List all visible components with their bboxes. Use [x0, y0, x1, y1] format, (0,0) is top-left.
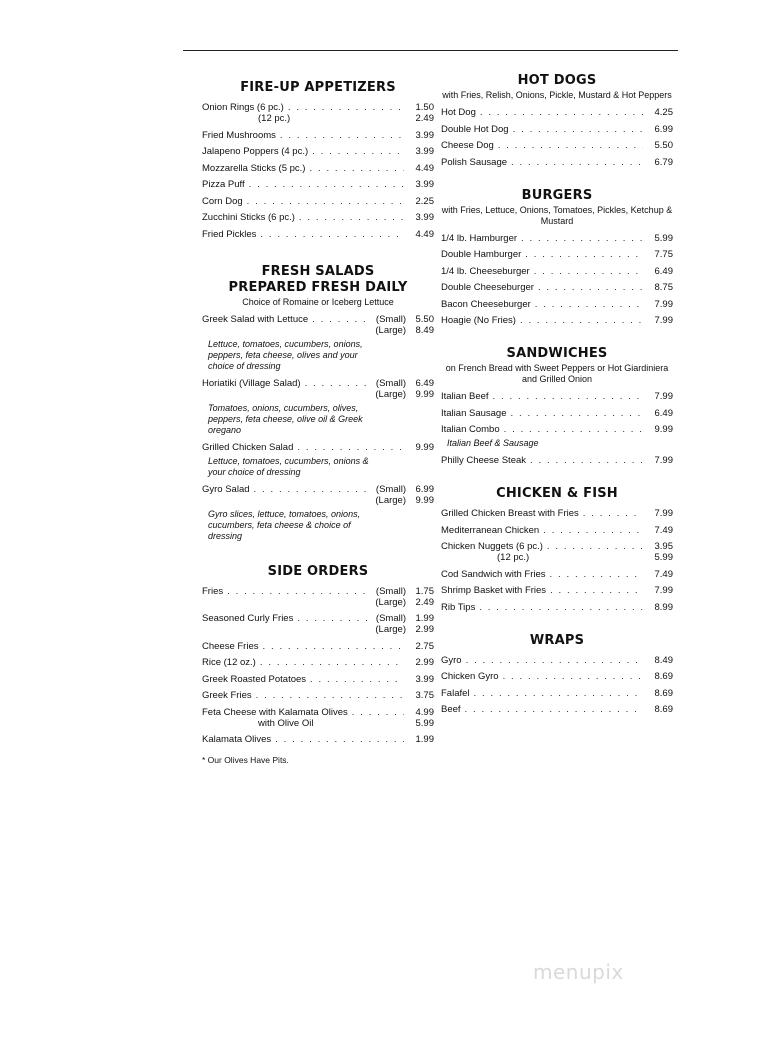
item-price: 2.49 [415, 113, 434, 124]
item-list [441, 391, 673, 466]
item-row-second [202, 624, 434, 635]
item-row [202, 484, 434, 495]
menu-column-right [441, 73, 673, 721]
dot-leader [511, 157, 643, 168]
item-extra-row [202, 113, 434, 124]
menu-item [441, 249, 673, 260]
item-price: 8.75 [654, 282, 673, 293]
item-name: Chicken Gyro [441, 671, 499, 682]
item-price: 7.49 [654, 524, 673, 536]
dot-leader [538, 282, 643, 293]
item-size: (Large) [375, 388, 406, 400]
item-row [441, 408, 673, 419]
item-row-second [202, 325, 434, 336]
item-price: 5.50 [654, 140, 673, 151]
section-subtitle: Choice of Romaine or Iceberg Lettuce [242, 296, 394, 307]
item-price: 6.49 [415, 377, 434, 389]
item-name: Grilled Chicken Salad [202, 441, 294, 453]
section-title: CHICKEN & FISH [496, 486, 618, 501]
item-row [441, 704, 673, 715]
menu-item [202, 130, 434, 141]
item-row [202, 690, 434, 701]
item-name: Italian Sausage [441, 407, 507, 419]
item-price: 4.49 [415, 228, 434, 240]
section-subtitle: on French Bread with Sweet Peppers or Hot Giardiniera and Grilled Onion [445, 363, 669, 384]
dot-leader [280, 130, 404, 141]
item-name: Seasoned Curly Fries [202, 613, 294, 624]
item-name: Cheese Dog [441, 140, 494, 151]
item-description: Gyro slices, lettuce, tomatoes, onions, cucumbers, feta cheese & choice of dressing [208, 508, 361, 541]
section-title: SANDWICHES [506, 346, 608, 361]
item-row [202, 212, 434, 223]
dot-leader [263, 641, 405, 652]
item-price: 6.99 [654, 123, 673, 135]
dot-leader [352, 707, 404, 718]
item-name: Zucchini Sticks (6 pc.) [202, 212, 295, 223]
dot-leader [534, 266, 643, 277]
item-row-second [202, 495, 434, 506]
item-description: Italian Beef & Sausage [447, 438, 539, 448]
item-name: Grilled Chicken Breast with Fries [441, 508, 579, 519]
item-price: 3.99 [415, 179, 434, 190]
menu-item [202, 734, 434, 745]
item-name: Philly Cheese Steak [441, 455, 527, 466]
item-row [202, 196, 434, 207]
menu-item [202, 641, 434, 652]
item-price: 7.99 [654, 315, 673, 326]
item-size: (Large) [375, 324, 406, 336]
item-row [441, 671, 673, 682]
menu-item [441, 315, 673, 326]
dot-leader [260, 657, 404, 668]
item-price: 4.49 [415, 162, 434, 174]
item-price: 3.99 [415, 129, 434, 141]
menu-item [441, 569, 673, 580]
menu-section [202, 80, 434, 240]
item-row [441, 508, 673, 519]
dot-leader [227, 586, 372, 597]
menu-item [441, 704, 673, 715]
item-price: 6.49 [654, 265, 673, 277]
item-name: 1/4 lb. Cheeseburger [441, 265, 530, 277]
item-extra-name: with Olive Oil [258, 717, 314, 729]
item-name: Kalamata Olives [202, 734, 272, 745]
item-row [441, 391, 673, 402]
item-name: Double Hamburger [441, 249, 522, 260]
item-price: 2.99 [415, 657, 434, 668]
item-name: Hot Dog [441, 107, 476, 118]
item-price: 8.49 [654, 654, 673, 666]
item-row [441, 455, 673, 466]
item-price: 3.75 [415, 690, 434, 701]
item-price: 1.99 [415, 613, 434, 624]
item-price: 4.25 [654, 107, 673, 118]
item-row [441, 299, 673, 310]
item-name: Beef [441, 704, 461, 715]
menu-item [441, 391, 673, 402]
item-row [202, 314, 434, 325]
item-row [441, 233, 673, 244]
dot-leader [493, 391, 643, 402]
item-row [441, 585, 673, 596]
item-row [202, 442, 434, 453]
item-row [441, 107, 673, 118]
dot-leader [474, 688, 643, 699]
menu-item [441, 671, 673, 682]
menu-section [202, 564, 434, 766]
menu-item [441, 107, 673, 118]
item-price: 5.50 [415, 313, 434, 325]
dot-leader [480, 107, 643, 118]
item-list [202, 102, 434, 240]
dot-leader [543, 525, 643, 536]
item-name: Italian Combo [441, 424, 500, 435]
dot-leader [513, 124, 643, 135]
item-price: 7.99 [654, 508, 673, 519]
dot-leader [297, 613, 372, 624]
item-price: 9.99 [415, 441, 434, 453]
menu-item [441, 424, 673, 449]
menu-item [202, 613, 434, 635]
menu-item [441, 688, 673, 699]
item-name: Chicken Nuggets (6 pc.) [441, 541, 543, 552]
item-name: Double Hot Dog [441, 123, 509, 135]
dot-leader [254, 484, 372, 495]
menu-item [202, 484, 434, 542]
item-name: Mozzarella Sticks (5 pc.) [202, 162, 306, 174]
item-row [441, 525, 673, 536]
menu-item [202, 314, 434, 372]
menu-item [202, 102, 434, 124]
item-name: Greek Roasted Potatoes [202, 673, 307, 685]
item-price: 8.69 [654, 687, 673, 699]
item-row [441, 315, 673, 326]
item-name: Double Cheeseburger [441, 282, 534, 293]
item-row [441, 282, 673, 293]
item-row [202, 641, 434, 652]
menu-section [441, 188, 673, 327]
item-name: Onion Rings (6 pc.) [202, 102, 284, 113]
dot-leader [530, 455, 643, 466]
dot-leader [466, 655, 643, 666]
item-list [441, 233, 673, 327]
item-name: Rib Tips [441, 601, 476, 613]
menu-item [441, 282, 673, 293]
menu-item [441, 124, 673, 135]
item-size: (Small) [375, 585, 406, 597]
item-price: 8.99 [654, 601, 673, 613]
item-price: 6.79 [654, 156, 673, 168]
dot-leader [297, 442, 404, 453]
menu-item [441, 266, 673, 277]
item-name: Greek Salad with Lettuce [202, 313, 309, 325]
menu-item [441, 541, 673, 563]
menu-item [202, 674, 434, 685]
section-title: SIDE ORDERS [267, 563, 369, 579]
item-price: 5.99 [654, 552, 673, 563]
item-name: 1/4 lb. Hamburger [441, 232, 518, 244]
section-title: BURGERS [521, 187, 593, 203]
item-price: 8.69 [654, 704, 673, 715]
item-row [441, 266, 673, 277]
section-title: FRESH SALADS PREPARED FRESH DAILY [228, 263, 408, 295]
item-price: 7.99 [654, 391, 673, 402]
item-size: (Large) [375, 624, 406, 635]
item-price: 9.99 [415, 388, 434, 400]
item-price: 6.99 [415, 483, 434, 495]
menu-item [202, 442, 434, 478]
dot-leader [547, 541, 643, 552]
dot-leader [299, 212, 404, 223]
menu-item [202, 707, 434, 729]
menu-item [202, 690, 434, 701]
item-name: Cheese Fries [202, 640, 259, 652]
item-price: 7.99 [654, 298, 673, 310]
footnote: * Our Olives Have Pits. [202, 755, 289, 765]
item-price: 9.99 [415, 494, 434, 506]
dot-leader [256, 690, 404, 701]
item-price: 1.75 [415, 585, 434, 597]
dot-leader [521, 233, 643, 244]
menu-item [202, 212, 434, 223]
item-price: 3.99 [415, 146, 434, 157]
item-name: Pizza Puff [202, 179, 245, 190]
item-row [441, 541, 673, 552]
dot-leader [260, 229, 404, 240]
dot-leader [504, 424, 643, 435]
dot-leader [249, 179, 404, 190]
menu-item [202, 196, 434, 207]
item-price: 9.99 [654, 424, 673, 435]
menu-section [441, 346, 673, 466]
item-name: Feta Cheese with Kalamata Olives [202, 706, 348, 718]
dot-leader [550, 585, 643, 596]
dot-leader [479, 602, 643, 613]
item-row [441, 140, 673, 151]
dot-leader [550, 569, 643, 580]
section-title: HOT DOGS [517, 73, 597, 88]
dot-leader [312, 314, 372, 325]
menu-item [441, 508, 673, 519]
item-row-second [202, 389, 434, 400]
item-row [202, 586, 434, 597]
item-extra-row [441, 552, 673, 563]
item-row [202, 146, 434, 157]
item-description: Lettuce, tomatoes, cucumbers, onions, peppers, feta cheese, olives and your choice of dressing [208, 338, 363, 371]
menu-item [202, 163, 434, 174]
section-title: FIRE-UP APPETIZERS [240, 80, 396, 95]
item-row [441, 569, 673, 580]
item-name: Falafel [441, 687, 470, 699]
menu-section [441, 73, 673, 168]
item-name: Bacon Cheeseburger [441, 298, 531, 310]
dot-leader [288, 102, 404, 113]
item-price: 1.99 [415, 734, 434, 745]
item-name: Gyro [441, 654, 462, 666]
item-price: 5.99 [415, 717, 434, 729]
item-size: (Small) [375, 483, 406, 495]
item-row [202, 613, 434, 624]
item-name: Polish Sausage [441, 156, 508, 168]
item-name: Italian Beef [441, 391, 489, 402]
item-name: Gyro Salad [202, 483, 250, 495]
item-price: 8.49 [415, 324, 434, 336]
section-subtitle: with Fries, Relish, Onions, Pickle, Mustard & Hot Peppers [442, 90, 672, 100]
item-size: (Small) [375, 313, 406, 325]
menu-column-left [202, 80, 434, 765]
item-row [441, 249, 673, 260]
item-row [441, 424, 673, 435]
item-row [202, 378, 434, 389]
item-row [202, 163, 434, 174]
item-size: (Large) [375, 494, 406, 506]
item-description: Lettuce, tomatoes, cucumbers, onions & your choice of dressing [208, 455, 369, 477]
dot-leader [511, 408, 644, 419]
item-price: 4.99 [415, 706, 434, 718]
item-price: 2.25 [415, 195, 434, 207]
item-row [441, 655, 673, 666]
menu-item [441, 140, 673, 151]
item-price: 1.50 [415, 102, 434, 113]
menu-section [202, 264, 434, 542]
menu-item [202, 146, 434, 157]
menu-item [441, 233, 673, 244]
item-list [202, 586, 434, 746]
item-name: Greek Fries [202, 690, 252, 701]
item-name: Fried Mushrooms [202, 129, 276, 141]
item-price: 2.75 [415, 640, 434, 652]
dot-leader [520, 315, 643, 326]
menu-item [441, 655, 673, 666]
item-row [202, 130, 434, 141]
item-size: (Small) [375, 613, 406, 624]
item-price: 2.49 [415, 596, 434, 608]
item-row [202, 657, 434, 668]
dot-leader [305, 378, 372, 389]
item-list [441, 655, 673, 716]
item-price: 6.49 [654, 407, 673, 419]
item-row [202, 179, 434, 190]
item-row [441, 124, 673, 135]
item-row [202, 229, 434, 240]
item-price: 3.95 [654, 541, 673, 552]
dot-leader [465, 704, 643, 715]
item-list [441, 107, 673, 168]
menu-section [441, 633, 673, 716]
item-list [202, 314, 434, 542]
dot-leader [525, 249, 643, 260]
item-extra-name: (12 pc.) [497, 552, 530, 563]
item-price: 8.69 [654, 671, 673, 682]
item-row [202, 674, 434, 685]
item-extra-name: (12 pc.) [258, 113, 291, 124]
item-row-second [202, 597, 434, 608]
dot-leader [309, 163, 404, 174]
item-row [202, 707, 434, 718]
dot-leader [312, 146, 404, 157]
section-title: WRAPS [529, 632, 585, 648]
dot-leader [535, 299, 643, 310]
dot-leader [583, 508, 643, 519]
item-name: Horiatiki (Village Salad) [202, 377, 301, 389]
item-price: 7.99 [654, 455, 673, 466]
item-price: 7.75 [654, 249, 673, 260]
item-row [441, 157, 673, 168]
item-size: (Large) [375, 596, 406, 608]
dot-leader [310, 674, 404, 685]
menu-item [441, 157, 673, 168]
menu-item [441, 602, 673, 613]
item-row [202, 734, 434, 745]
item-size: (Small) [375, 377, 406, 389]
dot-leader [247, 196, 404, 207]
menu-item [441, 525, 673, 536]
item-price: 7.49 [654, 568, 673, 580]
item-name: Fried Pickles [202, 228, 257, 240]
item-price: 3.99 [415, 212, 434, 223]
item-row [441, 602, 673, 613]
item-extra-row [202, 718, 434, 729]
item-name: Jalapeno Poppers (4 pc.) [202, 146, 309, 157]
item-name: Hoagie (No Fries) [441, 315, 516, 326]
section-subtitle: with Fries, Lettuce, Onions, Tomatoes, Pickles, Ketchup & Mustard [441, 204, 673, 226]
menu-item [441, 408, 673, 419]
item-list [441, 508, 673, 613]
item-name: Corn Dog [202, 195, 243, 207]
menu-item [202, 179, 434, 190]
menu-item [441, 299, 673, 310]
item-name: Shrimp Basket with Fries [441, 585, 547, 596]
item-price: 5.99 [654, 232, 673, 244]
top-rule [183, 50, 678, 51]
watermark: menupix [533, 960, 624, 984]
menu-section [441, 486, 673, 613]
dot-leader [498, 140, 643, 151]
item-price: 2.99 [415, 624, 434, 635]
item-row [202, 102, 434, 113]
item-name: Fries [202, 585, 224, 597]
dot-leader [503, 671, 643, 682]
item-name: Rice (12 oz.) [202, 657, 256, 668]
menu-item [202, 657, 434, 668]
item-price: 3.99 [415, 673, 434, 685]
menu-item [202, 378, 434, 436]
item-description: Tomatoes, onions, cucumbers, olives, peppers, feta cheese, olive oil & Greek oregano [208, 402, 363, 435]
menu-item [441, 455, 673, 466]
menu-item [202, 586, 434, 608]
item-row [441, 688, 673, 699]
menu-item [441, 585, 673, 596]
item-name: Mediterranean Chicken [441, 524, 540, 536]
item-name: Cod Sandwich with Fries [441, 568, 546, 580]
item-price: 7.99 [654, 585, 673, 596]
menu-item [202, 229, 434, 240]
dot-leader [275, 734, 404, 745]
